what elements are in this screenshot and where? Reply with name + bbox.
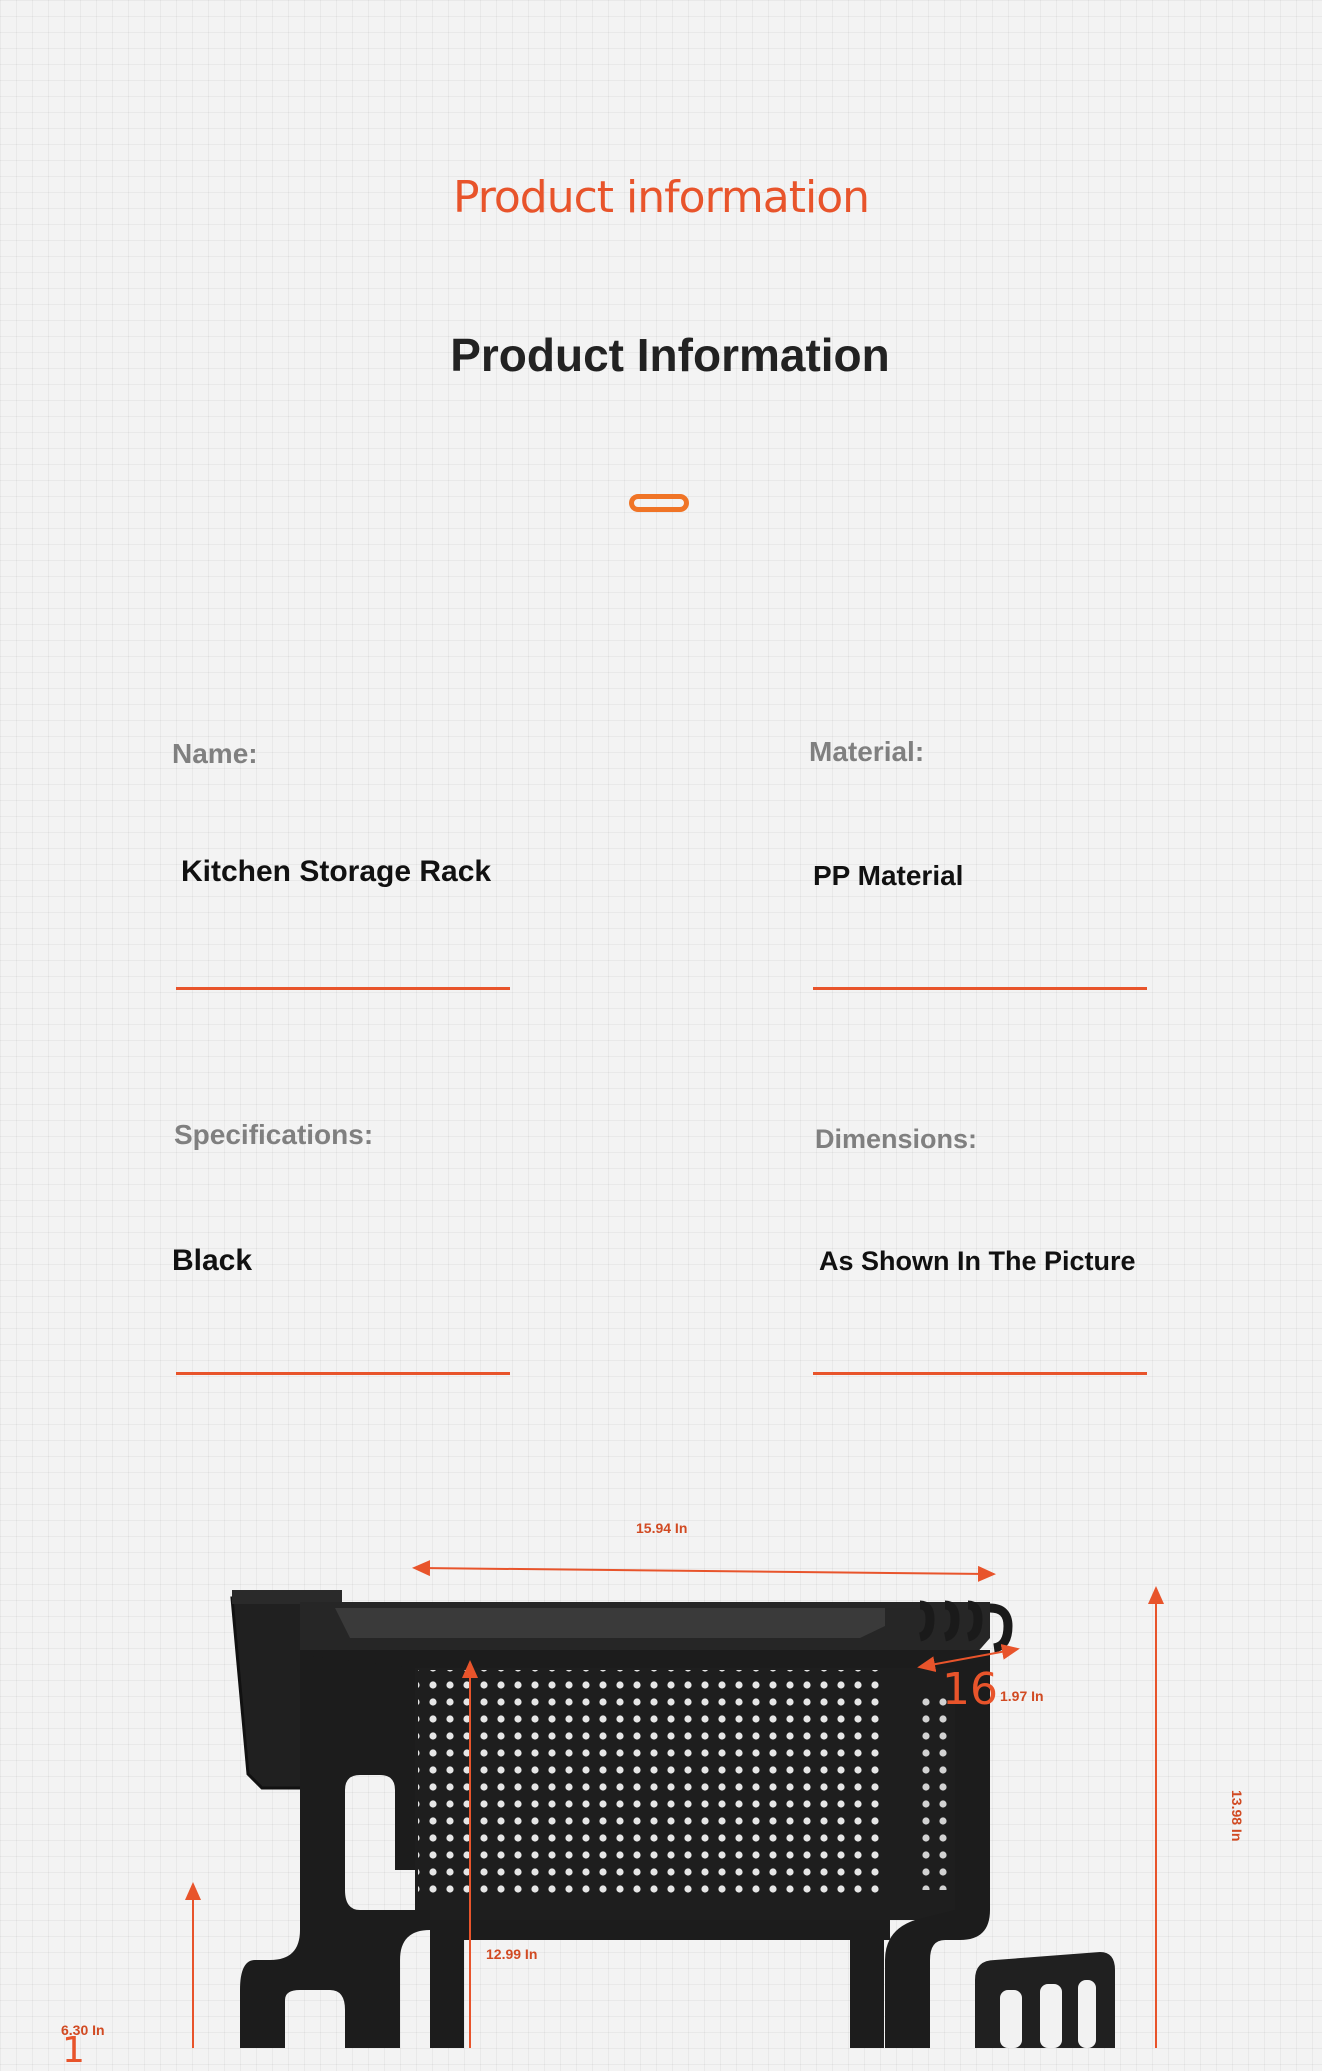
height-measurement: 13.98 In xyxy=(1229,1790,1245,1842)
material-value: PP Material xyxy=(813,860,964,891)
name-label: Name: xyxy=(172,738,258,769)
name-value: Kitchen Storage Rack xyxy=(181,855,492,888)
specifications-label: Specifications: xyxy=(174,1119,374,1150)
side-measurement: 6.30 In xyxy=(61,2022,105,2038)
width-measurement: 15.94 In xyxy=(636,1520,688,1536)
kitchen-storage-rack-image xyxy=(0,1490,1322,2048)
specifications-value: Black xyxy=(172,1244,253,1277)
material-label: Material: xyxy=(809,736,925,767)
depth-measurement: 1.97 In xyxy=(1000,1688,1044,1704)
dimensions-value: As Shown In The Picture xyxy=(819,1246,1136,1276)
decorative-pill xyxy=(629,494,689,512)
material-underline xyxy=(813,987,1147,990)
name-underline xyxy=(176,987,510,990)
inner-height-measurement: 12.99 In xyxy=(486,1946,538,1962)
size-badge: 16 xyxy=(942,1664,998,1715)
page-banner-title: Product information xyxy=(453,172,869,223)
dimensions-label: Dimensions: xyxy=(815,1124,978,1154)
side-badge: 1 xyxy=(62,2030,85,2071)
page-title: Product Information xyxy=(450,329,890,381)
specifications-underline xyxy=(176,1372,510,1375)
dimensions-underline xyxy=(813,1372,1147,1375)
